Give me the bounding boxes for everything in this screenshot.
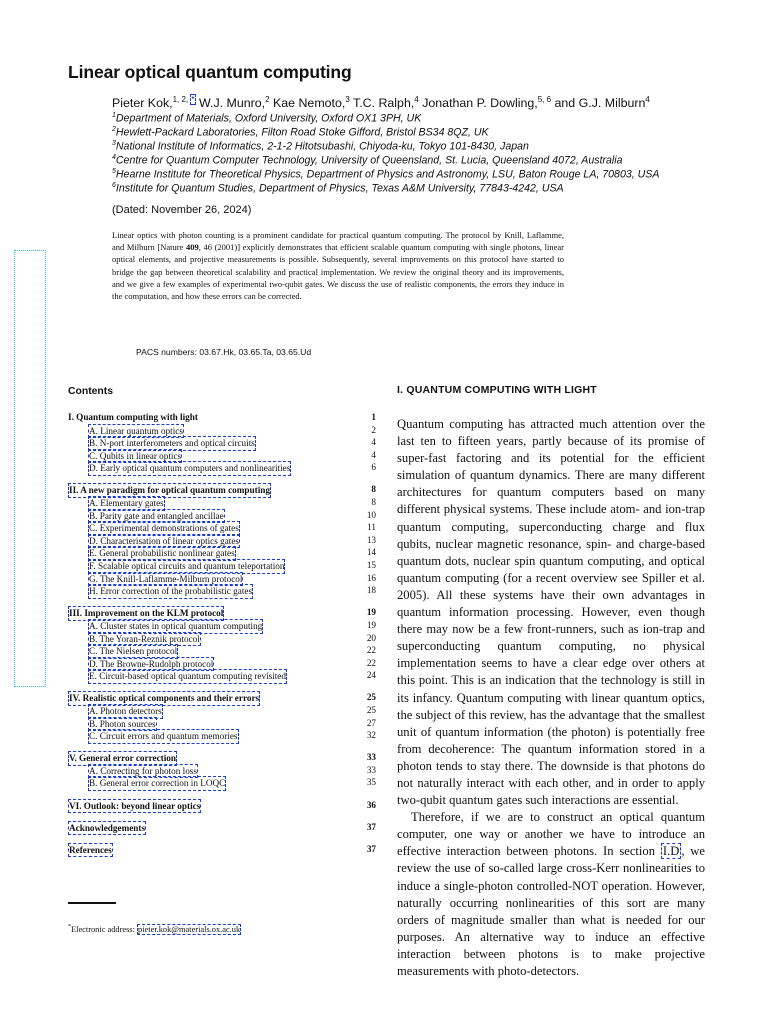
toc-page-number: 36 bbox=[366, 799, 376, 810]
toc-entry-link[interactable]: C. Qubits in linear optics bbox=[88, 449, 182, 464]
toc-page-number: 33 bbox=[366, 752, 376, 763]
affiliation bbox=[112, 182, 564, 195]
toc-page-number: 25 bbox=[366, 704, 376, 715]
dated-line: (Dated: November 26, 2024) bbox=[112, 204, 252, 216]
affiliation bbox=[112, 126, 489, 139]
toc-subsection[interactable] bbox=[68, 461, 380, 474]
toc-subsection[interactable] bbox=[68, 584, 380, 597]
corresponding-author-link[interactable]: * bbox=[191, 95, 195, 104]
affiliation bbox=[112, 168, 659, 181]
toc-section[interactable] bbox=[68, 821, 380, 834]
toc-page-number: 18 bbox=[366, 585, 376, 596]
toc-subsection[interactable] bbox=[68, 776, 380, 789]
toc-page-number: 19 bbox=[366, 619, 376, 630]
affiliation-number: 5 bbox=[112, 168, 116, 175]
body-paragraph bbox=[397, 809, 705, 980]
author-name: and G.J. Milburn bbox=[554, 96, 646, 111]
affiliation-number: 6 bbox=[112, 182, 116, 189]
toc-section[interactable] bbox=[68, 606, 380, 619]
toc-entry-link[interactable]: D. Characterisation of linear optics gates bbox=[88, 534, 240, 549]
contents-heading: Contents bbox=[68, 386, 114, 397]
pacs-numbers: PACS numbers: 03.67.Hk, 03.65.Ta, 03.65.Ud bbox=[136, 347, 312, 357]
author-name: T.C. Ralph, bbox=[353, 96, 415, 111]
toc-entry-link[interactable]: D. The Browne-Rudolph protocol bbox=[88, 657, 214, 672]
toc-page-number: 8 bbox=[371, 497, 376, 508]
author-affiliation-mark: 5, 6 bbox=[537, 95, 552, 104]
toc-section[interactable] bbox=[68, 843, 380, 856]
footnote-rule bbox=[68, 902, 116, 904]
abstract-volume: 409 bbox=[185, 242, 199, 253]
toc-entry-link[interactable]: IV. Realistic optical components and their errors bbox=[68, 691, 260, 706]
toc-subsection[interactable] bbox=[68, 424, 380, 437]
footnote-label: Electronic address: bbox=[71, 924, 138, 934]
toc-entry-link[interactable]: VI. Outlook: beyond linear optics bbox=[68, 799, 201, 814]
toc-entry-link[interactable]: B. The Yoran-Reznik protocol bbox=[88, 632, 201, 647]
toc-entry-link[interactable]: E. Circuit-based optical quantum computing revisited bbox=[88, 669, 287, 684]
toc-page-number: 37 bbox=[366, 821, 376, 832]
affiliation-text: Institute for Quantum Studies, Department of Physics, Texas A&M University, 77843-4242, USA bbox=[115, 182, 564, 195]
toc-subsection[interactable] bbox=[68, 509, 380, 522]
toc-page-number: 22 bbox=[366, 657, 376, 668]
toc-subsection[interactable] bbox=[68, 449, 380, 462]
toc-entry-link[interactable]: A. Photon detectors bbox=[88, 704, 163, 719]
affiliation-number: 4 bbox=[112, 154, 116, 161]
affiliation-text: Hewlett-Packard Laboratories, Filton Road Stoke Gifford, Bristol BS34 8QZ, UK bbox=[115, 126, 489, 139]
toc-entry-link[interactable]: C. Circuit errors and quantum memories bbox=[88, 729, 239, 744]
affiliation-number: 3 bbox=[112, 140, 116, 147]
table-of-contents bbox=[68, 411, 380, 855]
toc-page-number: 37 bbox=[366, 843, 376, 854]
body-text: Therefore, if we are to construct an optical quantum computer, one way or another we have to introduce an effective interaction between photons. In section bbox=[397, 810, 705, 859]
toc-entry-link[interactable]: B. General error correction in LOQC bbox=[88, 776, 226, 791]
toc-entry-link[interactable]: A. Linear quantum optics bbox=[88, 424, 184, 439]
arxiv-side-link[interactable] bbox=[14, 250, 46, 687]
toc-page-number: 10 bbox=[366, 509, 376, 520]
toc-page-number: 16 bbox=[366, 572, 376, 583]
toc-page-number: 15 bbox=[366, 560, 376, 571]
toc-entry-link[interactable]: H. Error correction of the probabilistic gates bbox=[88, 584, 253, 599]
toc-entry-link[interactable]: A. Elementary gates bbox=[88, 496, 165, 511]
section-body bbox=[397, 416, 705, 980]
body-text: , we review the use of so-called large cross-Kerr nonlinearities to induce a single-photon controlled-NOT operation. However, naturally occurring nonlinearities of this sort are many orders of magnitude smaller than what is needed for our purposes. An alternative way to induce an effective interaction between photons is to make projective measurements with photo-detectors. bbox=[397, 844, 705, 978]
toc-section[interactable] bbox=[68, 799, 380, 812]
toc-entry-link[interactable]: II. A new paradigm for optical quantum computing bbox=[68, 483, 271, 498]
toc-subsection[interactable] bbox=[68, 572, 380, 585]
toc-page-number: 2 bbox=[371, 424, 376, 435]
toc-subsection[interactable] bbox=[68, 764, 380, 777]
author-affiliation-mark: 2 bbox=[265, 95, 270, 104]
abstract-text: Linear optics with photon counting is a prominent candidate for practical quantum computing. The protocol by Knill, Laflamme, and Milburn [Nature bbox=[112, 230, 564, 253]
toc-entry-link[interactable]: C. Experimental demonstrations of gates bbox=[88, 521, 240, 536]
toc-page-number: 27 bbox=[366, 717, 376, 728]
toc-subsection[interactable] bbox=[68, 729, 380, 742]
toc-page-number: 6 bbox=[371, 462, 376, 473]
affiliation bbox=[112, 154, 623, 167]
author-affiliation-mark: 4 bbox=[414, 95, 419, 104]
author-affiliation-mark: 3 bbox=[345, 95, 350, 104]
toc-page-number: 22 bbox=[366, 645, 376, 656]
section-heading: I. QUANTUM COMPUTING WITH LIGHT bbox=[397, 384, 597, 396]
body-paragraph: Quantum computing has attracted much attention over the last ten to fifteen years, partly because of its promise of super-fast factoring and its potential for the efficient simulation of quantum dynamics. There are many different architectures for quantum computers based on many different physical systems. These include atom- and ion-trap quantum computing, superconducting charge and flux qubits, nuclear magnetic resonance, spin- and charge-based quantum dots, nuclear spin quantum computing, and optical quantum computing (for a recent overview see Spiller et al. 2005). All these systems have their own advantages in quantum information processing. However, even though there may now be a few front-runners, such as ion-trap and superconducting quantum computing, no physical implementation seems to have a clear edge over others at this point. This is an indication that the technology is still in its infancy. Quantum computing with linear quantum optics, the subject of this review, has the advantage that the smallest unit of quantum information (the photon) is potentially free from decoherence: The quantum information stored in a photon tends to stay there. The downside is that photons do not naturally interact with each other, and in order to apply two-qubit quantum gates such interactions are essential. bbox=[397, 417, 705, 808]
affiliation bbox=[112, 140, 529, 153]
toc-entry-link[interactable]: B. Photon sources bbox=[88, 717, 157, 732]
toc-entry-link[interactable]: References bbox=[68, 843, 113, 858]
toc-page-number: 32 bbox=[366, 730, 376, 741]
toc-entry-link[interactable]: A. Correcting for photon loss bbox=[88, 764, 198, 779]
toc-section[interactable] bbox=[68, 483, 380, 496]
toc-section[interactable] bbox=[68, 411, 380, 424]
toc-page-number: 4 bbox=[371, 449, 376, 460]
abstract-text: , 46 (2001)] explicitly demonstrates that efficient scalable quantum computing with single photons, linear optical elements, and projective measurements is possible. Subsequently, several improvements on this protocol have started to bridge the gap between theoretical scalability and practical implementation. We review the original theory and its improvements, and we give a few examples of experimental two-qubit gates. We discuss the use of realistic components, the errors they induce in the computation, and how these errors can be corrected. bbox=[112, 242, 564, 302]
toc-entry-link[interactable]: D. Early optical quantum computers and nonlinearities bbox=[88, 461, 291, 476]
toc-entry-link[interactable]: A. Cluster states in optical quantum computing bbox=[88, 619, 263, 634]
paper-title: Linear optical quantum computing bbox=[68, 62, 352, 82]
author-name: Jonathan P. Dowling, bbox=[422, 96, 538, 111]
affiliation-number: 1 bbox=[112, 112, 116, 119]
toc-page-number: 24 bbox=[366, 670, 376, 681]
affiliation bbox=[112, 112, 421, 125]
toc-subsection[interactable] bbox=[68, 657, 380, 670]
toc-page-number: 13 bbox=[366, 534, 376, 545]
toc-entry-link[interactable]: Acknowledgements bbox=[68, 821, 146, 836]
abstract bbox=[112, 229, 564, 302]
toc-entry-link[interactable]: E. General probabilistic nonlinear gates bbox=[88, 546, 236, 561]
toc-subsection[interactable] bbox=[68, 619, 380, 632]
toc-subsection[interactable] bbox=[68, 546, 380, 559]
section-ref-link[interactable]: I.D bbox=[662, 844, 680, 859]
toc-entry-link[interactable]: B. Parity gate and entangled ancillae bbox=[88, 509, 225, 524]
author-affiliation-mark: 4 bbox=[645, 95, 650, 104]
affiliation-text: National Institute of Informatics, 2-1-2 Hitotsubashi, Chiyoda-ku, Tokyo 101-8430, Japan bbox=[115, 140, 529, 153]
toc-subsection[interactable] bbox=[68, 669, 380, 682]
toc-entry-link[interactable]: V. General error correction bbox=[68, 751, 177, 766]
toc-subsection[interactable] bbox=[68, 704, 380, 717]
toc-subsection[interactable] bbox=[68, 632, 380, 645]
toc-page-number: 11 bbox=[367, 522, 376, 533]
toc-entry-link[interactable]: I. Quantum computing with light bbox=[68, 412, 198, 422]
toc-page-number: 25 bbox=[366, 692, 376, 703]
toc-page-number: 1 bbox=[371, 412, 376, 422]
affiliation-number: 2 bbox=[112, 126, 116, 133]
toc-entry-link[interactable]: III. Improvement on the KLM protocol bbox=[68, 606, 224, 621]
toc-page-number: 33 bbox=[366, 764, 376, 775]
toc-page-number: 14 bbox=[366, 547, 376, 558]
toc-entry-link[interactable]: C. The Nielsen protocol bbox=[88, 644, 178, 659]
toc-page-number: 35 bbox=[366, 777, 376, 788]
author-name: Kae Nemoto, bbox=[273, 96, 346, 111]
toc-subsection[interactable] bbox=[68, 534, 380, 547]
toc-subsection[interactable] bbox=[68, 644, 380, 657]
toc-subsection[interactable] bbox=[68, 717, 380, 730]
affiliation-text: Department of Materials, Oxford University, Oxford OX1 3PH, UK bbox=[115, 112, 422, 125]
footnote bbox=[68, 924, 241, 934]
email-link[interactable]: pieter.kok@materials.ox.ac.uk bbox=[138, 924, 241, 934]
author-list bbox=[112, 95, 650, 110]
toc-subsection[interactable] bbox=[68, 496, 380, 509]
toc-section[interactable] bbox=[68, 691, 380, 704]
toc-entry-link[interactable]: F. Scalable optical circuits and quantum teleportation bbox=[88, 559, 285, 574]
affiliation-text: Hearne Institute for Theoretical Physics, Department of Physics and Astronomy, LSU, Baton Rouge LA, 70803, USA bbox=[115, 168, 660, 181]
toc-page-number: 19 bbox=[366, 607, 376, 618]
toc-page-number: 4 bbox=[371, 437, 376, 448]
toc-subsection[interactable] bbox=[68, 436, 380, 449]
toc-entry-link[interactable]: G. The Knill-Laflamme-Milburn protocol bbox=[88, 572, 243, 587]
toc-entry-link[interactable]: B. N-port interferometers and optical circuits bbox=[88, 436, 256, 451]
toc-page-number: 8 bbox=[371, 484, 376, 495]
toc-subsection[interactable] bbox=[68, 521, 380, 534]
toc-page-number: 20 bbox=[366, 632, 376, 643]
toc-section[interactable] bbox=[68, 751, 380, 764]
affiliation-text: Centre for Quantum Computer Technology, University of Queensland, St. Lucia, Queensland 4072, Australia bbox=[115, 154, 623, 167]
author-affiliation-mark: 1, 2, bbox=[172, 95, 191, 104]
footnote-mark: * bbox=[68, 924, 71, 930]
author-name: Pieter Kok, bbox=[112, 96, 173, 111]
author-name: W.J. Munro, bbox=[198, 96, 266, 111]
toc-subsection[interactable] bbox=[68, 559, 380, 572]
